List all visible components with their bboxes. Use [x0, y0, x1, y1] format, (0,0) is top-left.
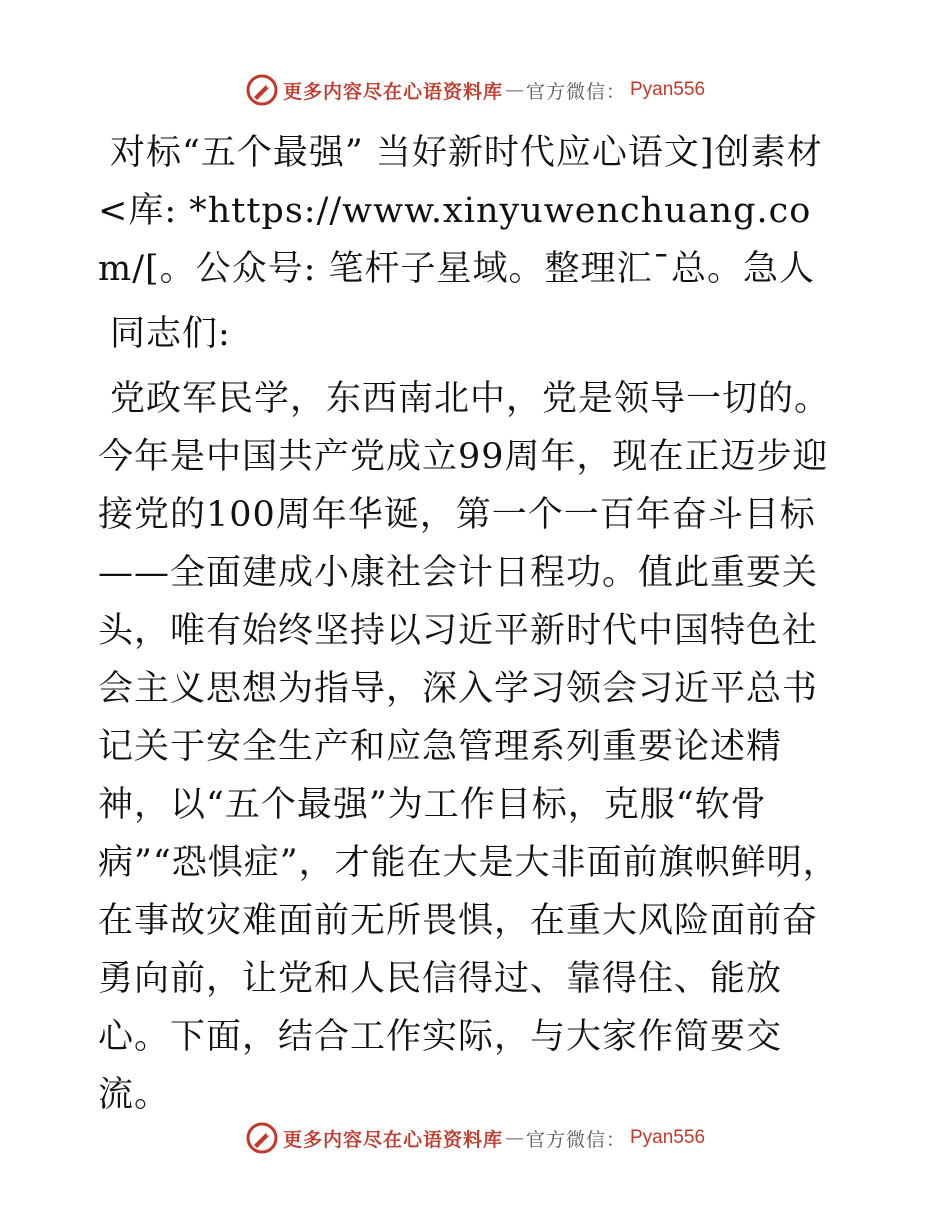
banner-wechat-label: 官方微信：: [525, 1128, 626, 1151]
banner-promo-text: 更多内容尽在心语资料库: [282, 80, 503, 103]
banner-wechat-id: Pyan556: [630, 1127, 706, 1148]
banner-wechat-label: 官方微信：: [525, 80, 626, 103]
document-title-line: 对标“五个最强” 当好新时代应心语文]创素材<库: *https://www.xinyuwenchuang.com/[。公众号: 笔杆子星域。整理汇¯总。急人: [98, 133, 823, 289]
pen-seal-icon: [245, 1121, 279, 1155]
banner-dash: —: [504, 1127, 524, 1149]
body-paragraph: 党政军民学，东西南北中，党是领导一切的。今年是中国共产党成立99周年，现在正迈步迎接党的100周年华诞，第一个一百年奋斗目标——全面建成小康社会计日程功。值此重要关头，唯有始终坚持以习近平新时代中国特色社会主义思想为指导，深入学习领会习近平总书记关于安全生产和应急管理系列重要论述精神，以“五个最强”为工作目标，克服“软骨病”“恐惧症”，才能在大是大非面前旗帜鲜明，在事故灾难面前无所畏惧，在重大风险面前奋勇向前，让党和人民信得过、靠得住、能放心。下面，结合工作实际，与大家作简要交流。: [98, 379, 839, 1115]
document-body: [98, 124, 850, 1131]
pen-seal-icon: [245, 73, 279, 107]
banner-wechat-id: Pyan556: [630, 79, 706, 100]
footer-banner: [0, 1118, 950, 1158]
banner-dash: —: [504, 79, 524, 101]
header-banner: [0, 70, 950, 110]
banner-promo-text: 更多内容尽在心语资料库: [282, 1128, 503, 1151]
salutation: 同志们:: [110, 314, 231, 354]
